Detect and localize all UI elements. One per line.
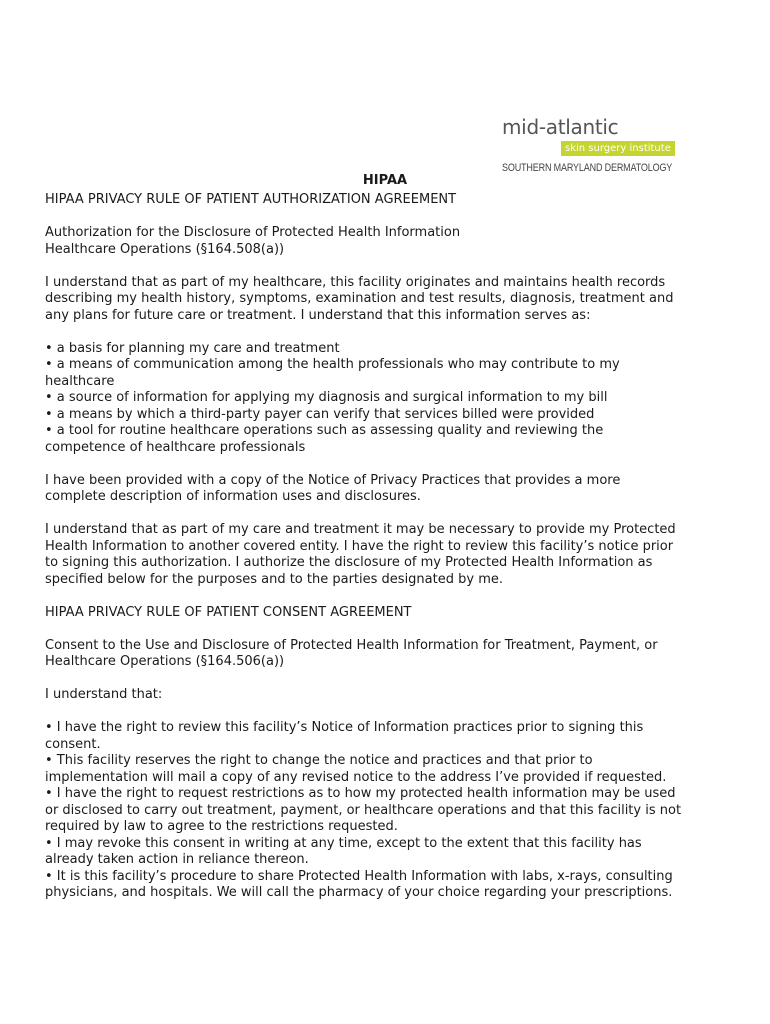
authorization-heading: HIPAA PRIVACY RULE OF PATIENT AUTHORIZATION AGREEMENT	[45, 192, 457, 207]
paragraph-line: I understand that as part of my healthcare, this facility originates and maintains health records	[45, 274, 666, 290]
consent-subtitle-line2: Healthcare Operations (§164.506(a))	[45, 654, 285, 669]
consent-bullet: • It is this facility’s procedure to share Protected Health Information with labs, x-rays, consulting	[45, 868, 673, 884]
paragraph-line: complete description of information uses and disclosures.	[45, 489, 421, 504]
bullet-item: • a tool for routine healthcare operations such as assessing quality and reviewing the	[45, 423, 604, 438]
paragraph-line: to signing this authorization. I authorize the disclosure of my Protected Health Information as	[45, 555, 653, 570]
bullet-item-cont: healthcare	[45, 373, 115, 389]
paragraph-line: I have been provided with a copy of the Notice of Privacy Practices that provides a more	[45, 472, 621, 488]
consent-bullet-cont: already taken action in reliance thereon.	[45, 852, 309, 867]
bullet-item: • a basis for planning my care and treatment	[45, 340, 340, 356]
logo-subtitle: SOUTHERN MARYLAND DERMATOLOGY	[502, 162, 673, 174]
bullet-item: • a means by which a third-party payer can verify that services billed were provided	[45, 406, 595, 422]
paragraph-line: specified below for the purposes and to the parties designated by me.	[45, 571, 503, 587]
logo-main-text: mid-atlantic	[502, 115, 619, 139]
paragraph-line: I understand that as part of my care and treatment it may be necessary to provide my Protected	[45, 522, 676, 537]
consent-bullet-cont: implementation will mail a copy of any revised notice to the address I’ve provided if requested.	[45, 769, 667, 785]
paragraph-line: any plans for future care or treatment. I understand that this information serves as:	[45, 307, 591, 323]
consent-bullet: • I have the right to request restrictions as to how my protected health information may be used	[45, 786, 676, 801]
company-logo	[502, 115, 682, 174]
consent-bullet: • This facility reserves the right to change the notice and practices and that prior to	[45, 753, 593, 768]
consent-bullet-cont: required by law to agree to the restrictions requested.	[45, 819, 398, 834]
bullet-item: • a source of information for applying my diagnosis and surgical information to my bill	[45, 390, 608, 405]
consent-heading: HIPAA PRIVACY RULE OF PATIENT CONSENT AGREEMENT	[45, 604, 412, 620]
paragraph-line: I understand that:	[45, 687, 163, 702]
consent-bullet-cont: or disclosed to carry out treatment, payment, or healthcare operations and that this facility is not	[45, 802, 682, 818]
consent-bullet: • I may revoke this consent in writing at any time, except to the extent that this facility has	[45, 835, 642, 851]
bullet-item: • a means of communication among the health professionals who may contribute to my	[45, 357, 620, 372]
consent-bullet-cont: consent.	[45, 736, 101, 752]
authorization-subtitle-line1: Authorization for the Disclosure of Protected Health Information	[45, 225, 461, 240]
paragraph-line: describing my health history, symptoms, examination and test results, diagnosis, treatment and	[45, 291, 674, 306]
consent-subtitle-line1: Consent to the Use and Disclosure of Protected Health Information for Treatment, Payment, or	[45, 637, 658, 653]
consent-bullet: • I have the right to review this facility’s Notice of Information practices prior to signing this	[45, 720, 644, 735]
document-body	[45, 192, 735, 902]
document-title: HIPAA	[362, 173, 408, 188]
paragraph-line: Health Information to another covered entity. I have the right to review this facility’s notice prior	[45, 538, 674, 554]
authorization-subtitle-line2: Healthcare Operations (§164.508(a))	[45, 241, 285, 257]
consent-bullet-cont: physicians, and hospitals. We will call the pharmacy of your choice regarding your prescriptions.	[45, 885, 673, 900]
logo-tagline: skin surgery institute	[561, 141, 675, 156]
bullet-item-cont: competence of healthcare professionals	[45, 439, 306, 455]
